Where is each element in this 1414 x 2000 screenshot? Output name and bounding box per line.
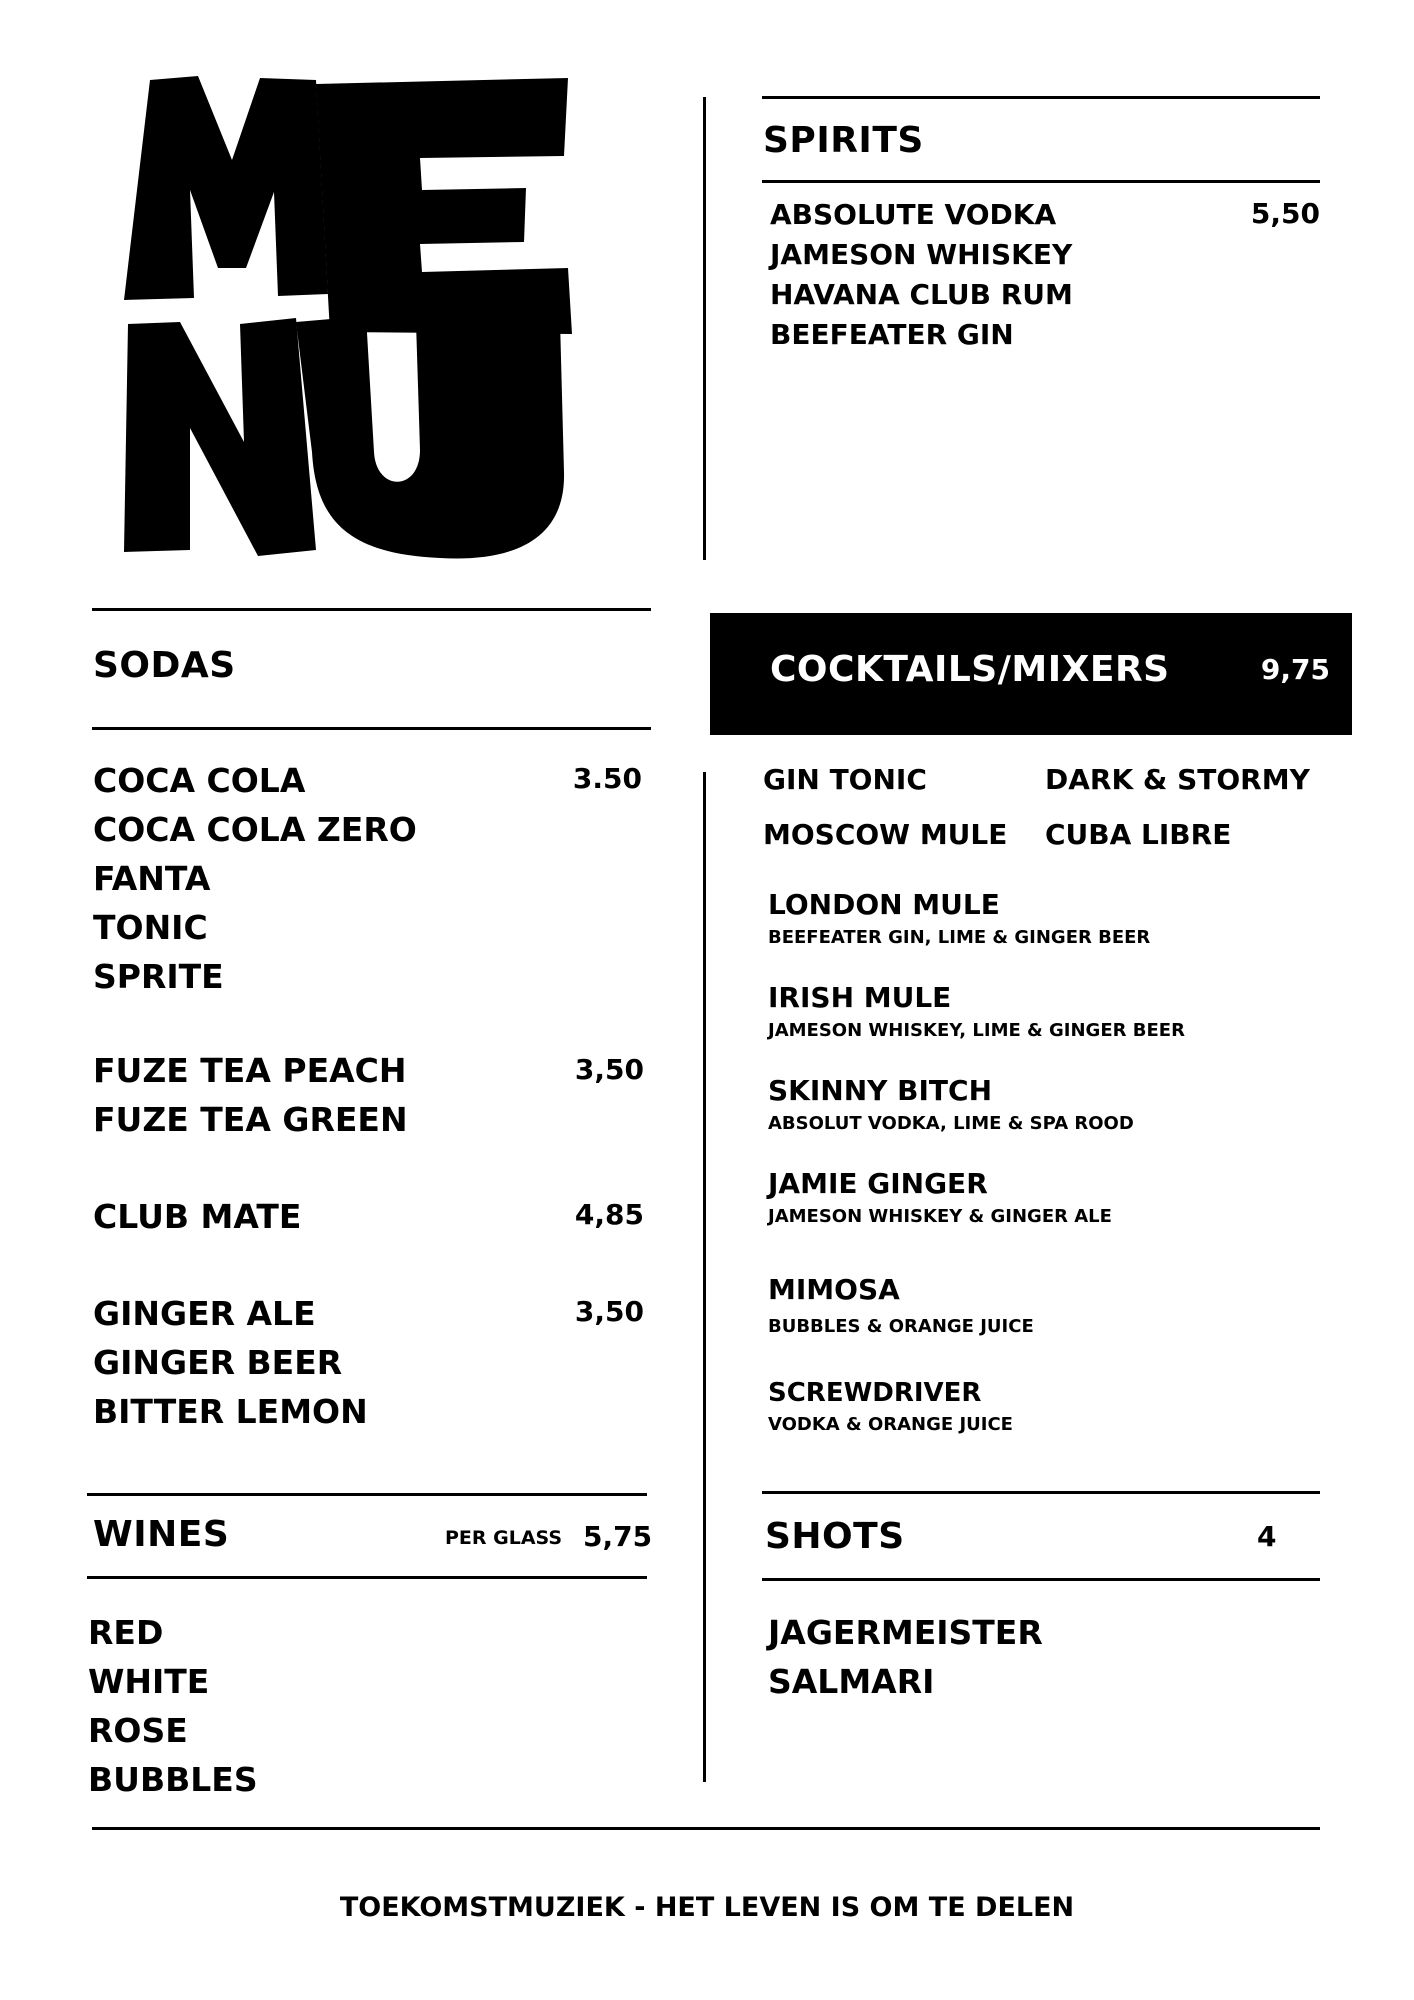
vertical-divider-bottom xyxy=(703,772,706,1782)
cocktail-name: JAMIE GINGER xyxy=(768,1167,988,1200)
logo-letter-e xyxy=(316,78,572,334)
footer-text: TOEKOMSTMUZIEK - HET LEVEN IS OM TE DELEN xyxy=(339,1892,1075,1923)
soda-item: COCA COLA ZERO xyxy=(93,810,417,849)
cocktail-item xyxy=(768,1167,1112,1227)
wines-unit: PER GLASS xyxy=(445,1527,563,1549)
soda-group xyxy=(93,1192,301,1241)
cocktail-item xyxy=(768,981,1185,1041)
cocktail-item xyxy=(768,1378,1013,1435)
spirits-title: SPIRITS xyxy=(763,120,924,161)
wine-item: RED xyxy=(88,1613,164,1652)
sodas-title: SODAS xyxy=(93,645,236,686)
soda-price: 3,50 xyxy=(574,1053,644,1086)
soda-item: COCA COLA xyxy=(93,761,306,800)
soda-item: BITTER LEMON xyxy=(93,1392,368,1431)
menu-logo xyxy=(120,72,580,562)
spirit-item: JAMESON WHISKEY xyxy=(770,238,1073,271)
cocktail-desc: JAMESON WHISKEY, LIME & GINGER BEER xyxy=(768,1020,1185,1041)
wine-item: ROSE xyxy=(88,1711,188,1750)
soda-item: FANTA xyxy=(93,859,211,898)
cocktail-name: IRISH MULE xyxy=(768,981,952,1014)
spirit-item: BEEFEATER GIN xyxy=(770,318,1014,351)
cocktail-simple: DARK & STORMY xyxy=(1045,763,1310,796)
wine-item: BUBBLES xyxy=(88,1760,258,1799)
spirits-rule-top xyxy=(762,96,1320,99)
shots-title: SHOTS xyxy=(765,1516,905,1557)
soda-group xyxy=(93,1289,368,1436)
shots-list xyxy=(768,1608,1043,1706)
cocktail-name: SCREWDRIVER xyxy=(768,1378,982,1408)
cocktail-item xyxy=(768,888,1150,948)
shot-item: SALMARI xyxy=(768,1662,935,1701)
wine-item: WHITE xyxy=(88,1662,210,1701)
spirit-item: HAVANA CLUB RUM xyxy=(770,278,1073,311)
spirits-price: 5,50 xyxy=(1250,197,1320,230)
wines-rule-top xyxy=(87,1493,647,1496)
soda-item: FUZE TEA GREEN xyxy=(93,1100,408,1139)
cocktail-item xyxy=(768,1273,1034,1337)
spirits-rule-bottom xyxy=(762,180,1320,183)
soda-price: 4,85 xyxy=(574,1198,644,1231)
wines-price: 5,75 xyxy=(583,1520,653,1553)
spirits-list xyxy=(770,195,1073,355)
cocktail-name: LONDON MULE xyxy=(768,888,1000,921)
soda-item: GINGER ALE xyxy=(93,1294,316,1333)
cocktail-desc: BEEFEATER GIN, LIME & GINGER BEER xyxy=(768,927,1151,948)
logo-letter-n xyxy=(124,318,316,556)
shots-rule-top xyxy=(762,1491,1320,1494)
soda-group xyxy=(93,756,417,1001)
shot-item: JAGERMEISTER xyxy=(768,1613,1043,1652)
wines-rule-bottom xyxy=(87,1576,647,1579)
cocktail-desc: ABSOLUT VODKA, LIME & SPA ROOD xyxy=(768,1113,1134,1134)
soda-item: GINGER BEER xyxy=(93,1343,343,1382)
soda-item: CLUB MATE xyxy=(93,1197,302,1236)
soda-price: 3,50 xyxy=(574,1295,644,1328)
shots-price: 4 xyxy=(1257,1520,1277,1553)
soda-group xyxy=(93,1046,408,1144)
wines-list xyxy=(88,1608,258,1804)
cocktail-simple: MOSCOW MULE xyxy=(763,818,1008,851)
shots-rule-bottom xyxy=(762,1578,1320,1581)
cocktails-title: COCKTAILS/MIXERS xyxy=(770,649,1170,690)
soda-item: TONIC xyxy=(93,908,208,947)
cocktail-simple: CUBA LIBRE xyxy=(1045,818,1232,851)
footer xyxy=(0,1892,1414,1923)
cocktail-item xyxy=(768,1074,1134,1134)
sodas-rule-top xyxy=(92,608,651,611)
cocktail-name: MIMOSA xyxy=(768,1273,900,1306)
cocktails-banner xyxy=(710,613,1352,735)
cocktail-desc: VODKA & ORANGE JUICE xyxy=(768,1414,1013,1435)
spirit-item: ABSOLUTE VODKA xyxy=(770,198,1057,231)
cocktail-simple: GIN TONIC xyxy=(763,763,927,796)
vertical-divider-top xyxy=(703,97,706,560)
soda-item: FUZE TEA PEACH xyxy=(93,1051,407,1090)
cocktail-desc: BUBBLES & ORANGE JUICE xyxy=(768,1316,1034,1337)
logo-letter-u xyxy=(296,316,564,558)
logo-letter-m xyxy=(124,76,328,300)
cocktails-price: 9,75 xyxy=(1260,653,1330,686)
soda-item: SPRITE xyxy=(93,957,224,996)
soda-price: 3.50 xyxy=(572,762,642,795)
sodas-rule-bottom xyxy=(92,727,651,730)
wines-title: WINES xyxy=(93,1514,230,1555)
cocktail-name: SKINNY BITCH xyxy=(768,1074,993,1107)
footer-rule xyxy=(92,1827,1320,1830)
cocktail-desc: JAMESON WHISKEY & GINGER ALE xyxy=(768,1206,1112,1227)
